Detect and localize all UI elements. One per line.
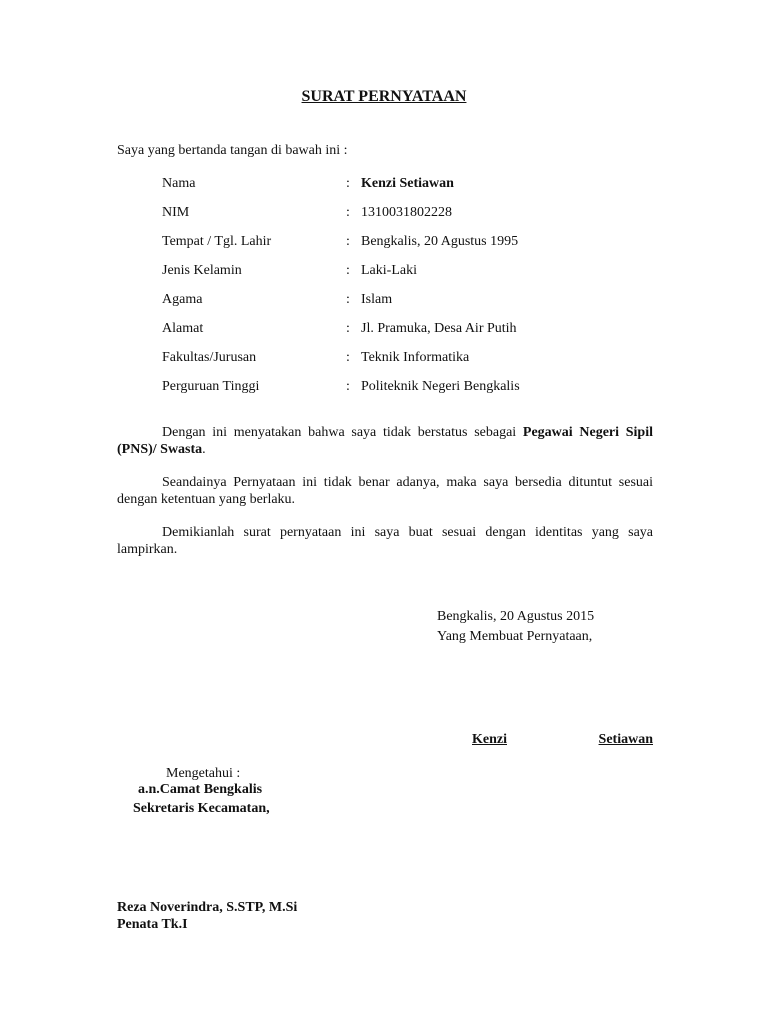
statement-paragraph <box>117 424 653 458</box>
field-colon: : <box>346 234 350 249</box>
signer-name <box>472 731 653 748</box>
field-colon: : <box>346 176 350 191</box>
field-value: Kenzi Setiawan <box>361 176 454 191</box>
field-value: 1310031802228 <box>361 205 452 220</box>
field-row-agama <box>162 291 662 311</box>
field-value: Jl. Pramuka, Desa Air Putih <box>361 321 517 336</box>
status-emphasis: Pegawai Negeri Sipil (PNS)/ Swasta <box>117 425 654 457</box>
field-value: Bengkalis, 20 Agustus 1995 <box>361 234 519 249</box>
signer-last-name: Setiawan <box>598 732 653 747</box>
field-label: Alamat <box>162 321 204 336</box>
field-value: Teknik Informatika <box>361 350 470 365</box>
field-colon: : <box>346 205 350 220</box>
official-rank: Penata Tk.I <box>117 917 188 932</box>
official-name: Reza Noverindra, S.STP, M.Si <box>117 900 298 915</box>
field-row-jenis-kelamin <box>162 262 662 282</box>
statement-text: Dengan ini menyatakan bahwa saya tidak berstatus sebagai <box>162 425 523 440</box>
field-row-alamat <box>162 320 662 340</box>
intro-text: Saya yang bertanda tangan di bawah ini : <box>117 143 348 158</box>
field-label: Fakultas/Jurusan <box>162 350 257 365</box>
field-label: Nama <box>162 176 196 191</box>
field-colon: : <box>346 263 350 278</box>
field-label: Tempat / Tgl. Lahir <box>162 234 272 249</box>
statement-end: . <box>202 442 206 457</box>
acknowledgement-position: Sekretaris Kecamatan, <box>133 801 270 816</box>
field-colon: : <box>346 292 350 307</box>
acknowledgement-office: a.n.Camat Bengkalis <box>138 782 263 797</box>
document-title: SURAT PERNYATAAN <box>301 88 467 105</box>
acknowledgement-label: Mengetahui : <box>166 766 241 781</box>
field-row-nama <box>162 175 662 195</box>
liability-paragraph: Seandainya Pernyataan ini tidak benar adanya, maka saya bersedia dituntut sesuai dengan ketentuan yang berlaku. <box>117 475 653 507</box>
signature-role: Yang Membuat Pernyataan, <box>437 629 593 644</box>
field-value: Laki-Laki <box>361 263 417 278</box>
closing-paragraph: Demikianlah surat pernyataan ini saya buat sesuai dengan identitas yang saya lampirkan. <box>117 525 653 557</box>
field-label: Agama <box>162 292 203 307</box>
field-value: Islam <box>361 292 393 307</box>
field-colon: : <box>346 379 350 394</box>
signature-place-date: Bengkalis, 20 Agustus 2015 <box>437 609 595 624</box>
field-colon: : <box>346 321 350 336</box>
field-value: Politeknik Negeri Bengkalis <box>361 379 520 394</box>
field-colon: : <box>346 350 350 365</box>
field-row-fakultas-jurusan <box>162 349 662 369</box>
signer-first-name: Kenzi <box>472 732 507 747</box>
field-row-perguruan-tinggi <box>162 378 662 398</box>
field-row-tempat-tgl-lahir <box>162 233 662 253</box>
field-label: Jenis Kelamin <box>162 263 242 278</box>
field-row-nim <box>162 204 662 224</box>
field-label: NIM <box>162 205 190 220</box>
field-label: Perguruan Tinggi <box>162 379 260 394</box>
